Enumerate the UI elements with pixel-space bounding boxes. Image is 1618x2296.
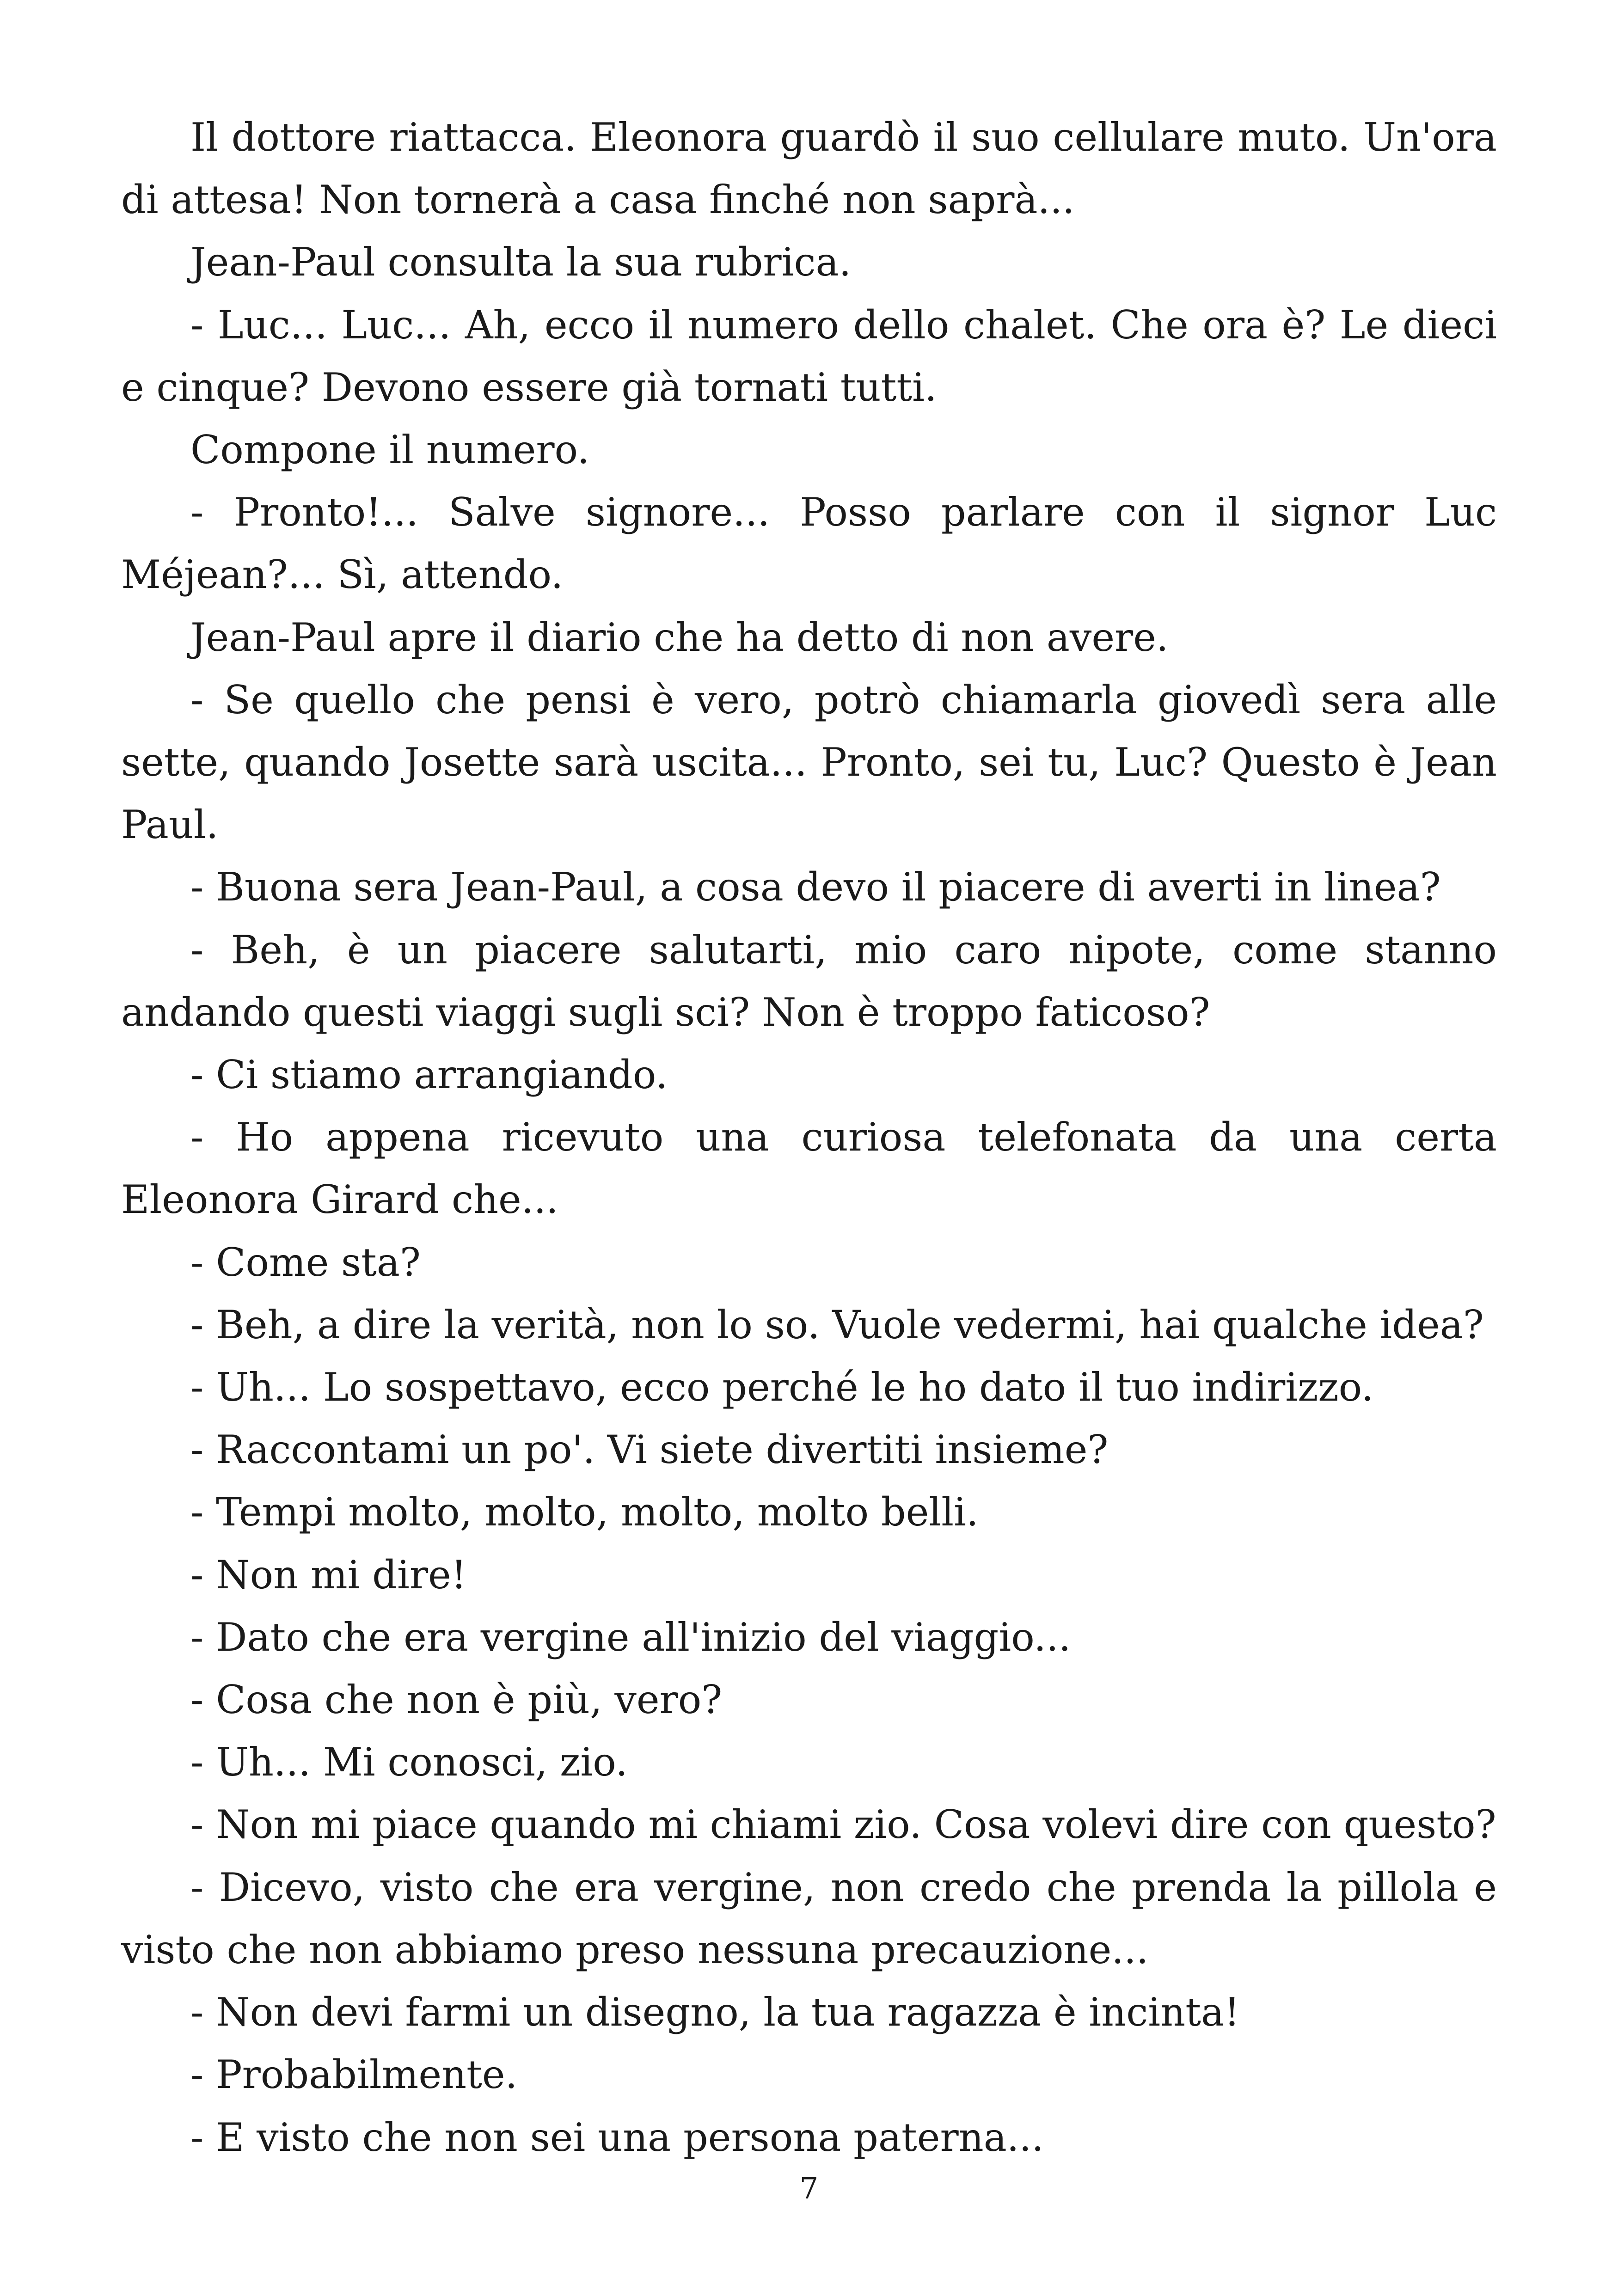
paragraph: - Raccontami un po'. Vi siete divertiti insieme? — [190, 1427, 1109, 1473]
page-body-text — [121, 106, 1497, 2169]
paragraph: - Dato che era vergine all'inizio del viaggio... — [190, 1614, 1071, 1660]
paragraph: - E visto che non sei una persona paterna... — [190, 2114, 1044, 2160]
paragraph: Compone il numero. — [190, 427, 590, 473]
paragraph: - Non devi farmi un disegno, la tua ragazza è incinta! — [190, 1990, 1240, 2035]
paragraph: - Ho appena ricevuto una curiosa telefonata da una certa Eleonora Girard che... — [121, 1114, 1497, 1223]
paragraph: - Non mi dire! — [190, 1552, 467, 1598]
paragraph: - Tempi molto, molto, molto, molto belli. — [190, 1489, 979, 1535]
paragraph: - Non mi piace quando mi chiami zio. Cosa volevi dire con questo? — [190, 1802, 1496, 1848]
paragraph: Il dottore riattacca. Eleonora guardò il suo cellulare muto. Un'ora di attesa! Non tornerà a casa finché non saprà... — [121, 115, 1497, 223]
paragraph: Jean-Paul apre il diario che ha detto di non avere. — [190, 614, 1169, 660]
paragraph: - Uh... Lo sospettavo, ecco perché le ho dato il tuo indirizzo. — [190, 1365, 1374, 1410]
paragraph: - Come sta? — [190, 1239, 421, 1285]
paragraph: - Buona sera Jean-Paul, a cosa devo il piacere di averti in linea? — [190, 864, 1441, 910]
paragraph: - Ci stiamo arrangiando. — [190, 1052, 668, 1098]
paragraph: - Dicevo, visto che era vergine, non credo che prenda la pillola e visto che non abbiamo preso nessuna precauzione... — [121, 1864, 1497, 1972]
paragraph: - Luc... Luc... Ah, ecco il numero dello chalet. Che ora è? Le dieci e cinque? Devono essere già tornati tutti. — [121, 302, 1497, 410]
paragraph: Jean-Paul consulta la sua rubrica. — [190, 239, 852, 285]
page-number: 7 — [799, 2172, 819, 2206]
paragraph: - Uh... Mi conosci, zio. — [190, 1739, 628, 1785]
paragraph: - Cosa che non è più, vero? — [190, 1677, 723, 1723]
paragraph: - Beh, è un piacere salutarti, mio caro nipote, come stanno andando questi viaggi sugli sci? Non è troppo faticoso? — [121, 927, 1497, 1035]
paragraph: - Beh, a dire la verità, non lo so. Vuole vedermi, hai qualche idea? — [190, 1302, 1484, 1347]
paragraph: - Probabilmente. — [190, 2052, 518, 2098]
paragraph: - Se quello che pensi è vero, potrò chiamarla giovedì sera alle sette, quando Josette sarà uscita... Pronto, sei tu, Luc? Questo è Jean Paul. — [121, 677, 1497, 848]
paragraph: - Pronto!... Salve signore... Posso parlare con il signor Luc Méjean?... Sì, attendo. — [121, 490, 1497, 598]
